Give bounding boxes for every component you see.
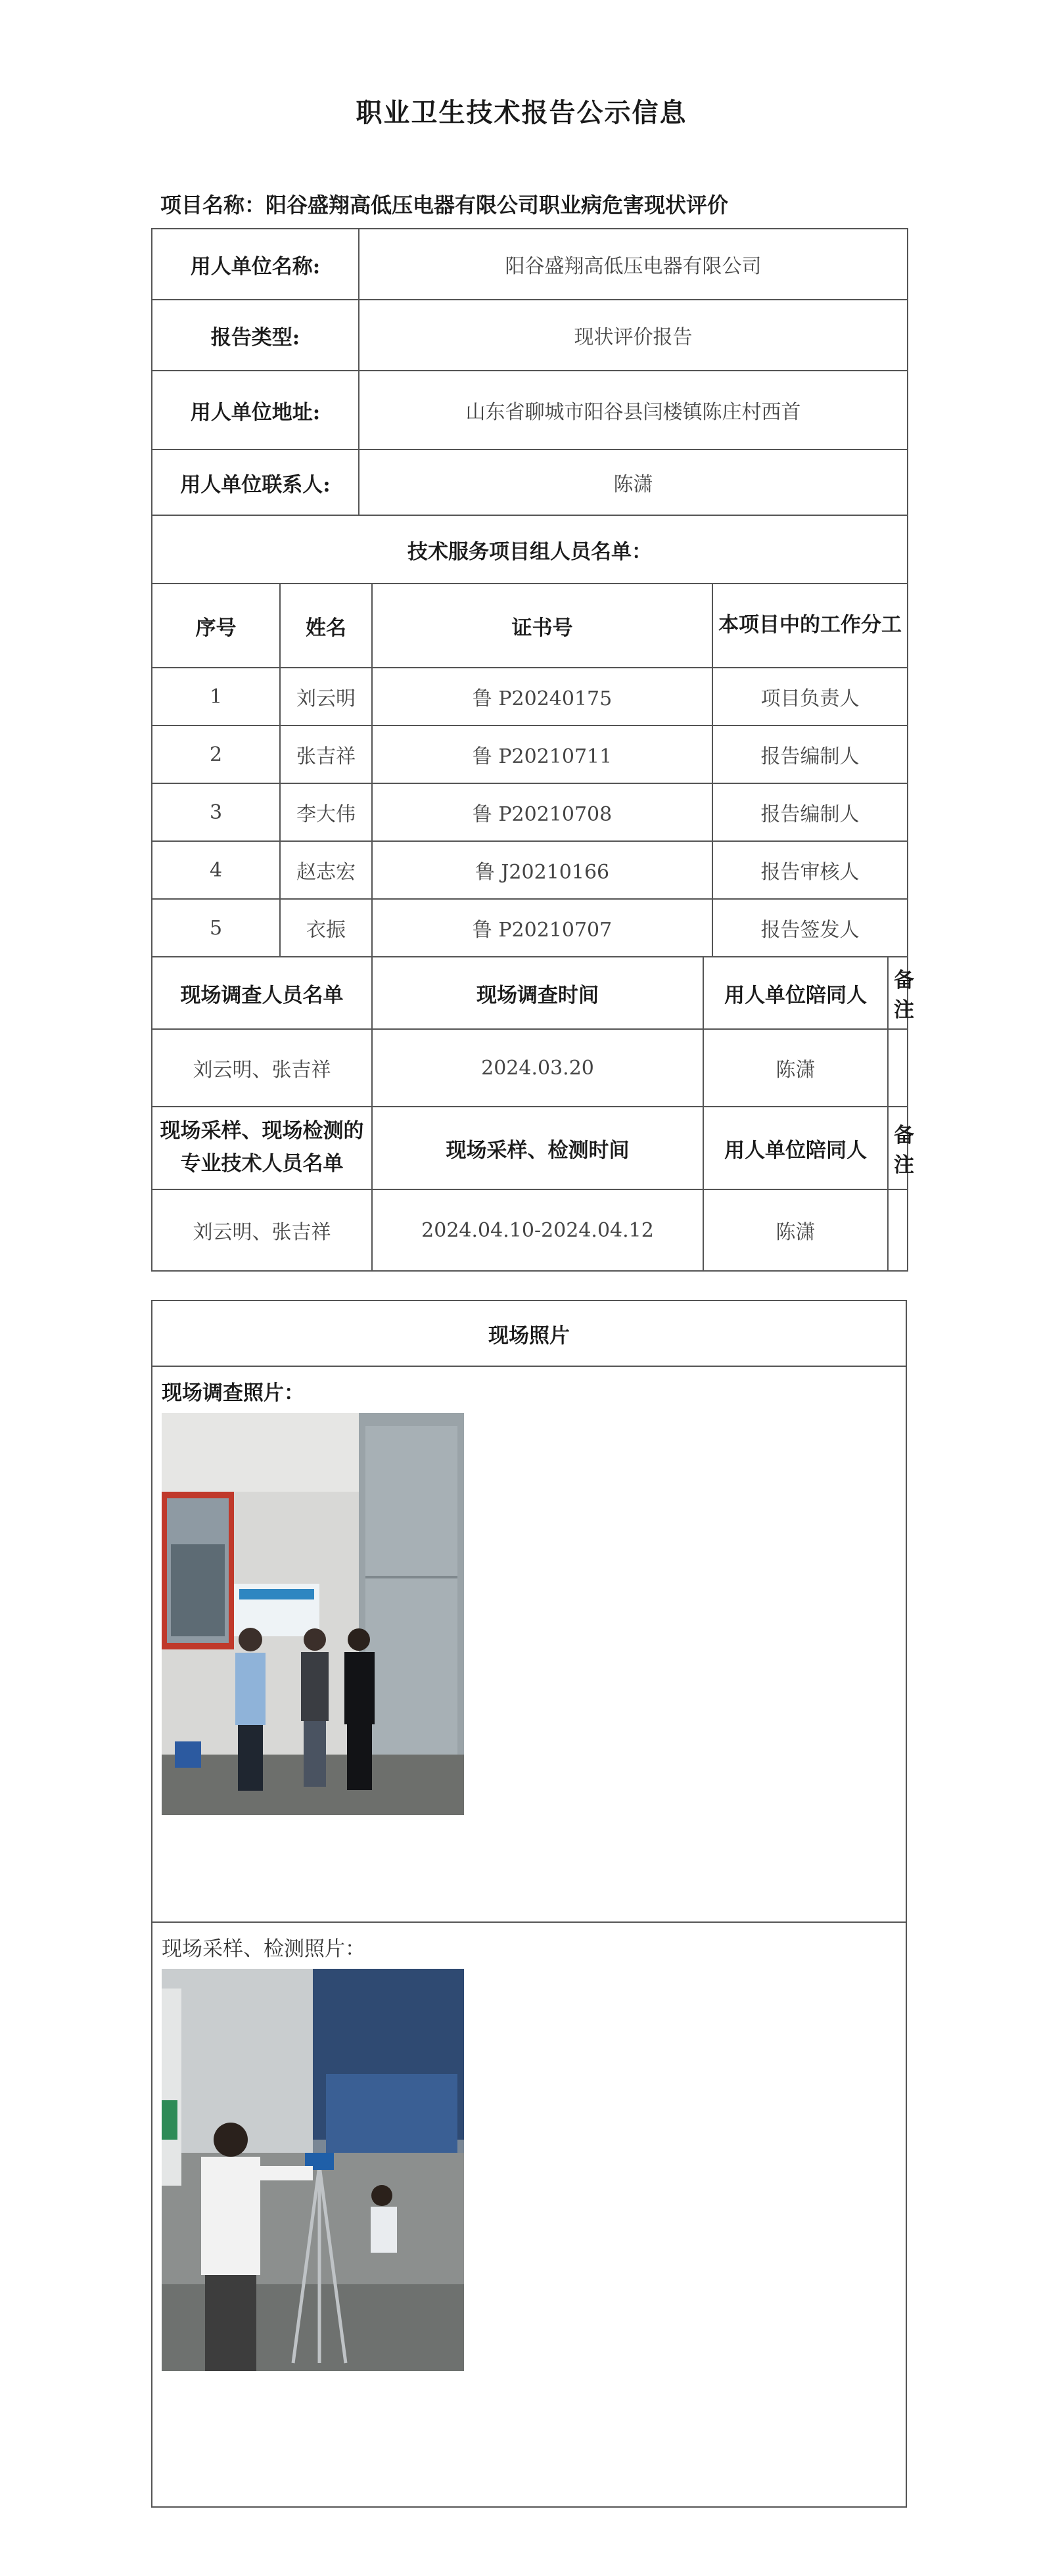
survey-photo-label: 现场调查照片： — [162, 1381, 304, 1405]
team-cell: 报告签发人 — [712, 899, 908, 957]
project-value: 阳谷盛翔高低压电器有限公司职业病危害现状评价 — [266, 193, 729, 218]
team-heading: 技术服务项目组人员名单： — [152, 515, 908, 584]
sampling-cell: 2024.04.10-2024.04.12 — [372, 1189, 703, 1271]
sampling-photo-cell — [152, 1922, 906, 2507]
team-cell: 鲁 P20210711 — [372, 725, 712, 783]
team-cell: 3 — [152, 783, 280, 841]
team-cell: 衣振 — [280, 899, 372, 957]
project-label: 项目名称： — [160, 193, 266, 218]
team-cell: 赵志宏 — [280, 841, 372, 899]
sampling-row — [152, 1189, 908, 1271]
survey-photo-cell — [152, 1366, 906, 1922]
page-title: 职业卫生技术报告公示信息 — [356, 97, 687, 128]
survey-header-row — [152, 957, 908, 1029]
team-row — [152, 668, 908, 725]
team-cell: 1 — [152, 668, 280, 725]
info-row — [152, 371, 908, 449]
survey-photo — [162, 1413, 464, 1815]
team-header-row — [152, 584, 908, 668]
team-cell: 报告编制人 — [712, 783, 908, 841]
team-cell: 李大伟 — [280, 783, 372, 841]
team-cell: 报告编制人 — [712, 725, 908, 783]
sampling-col-header: 用人单位陪同人 — [703, 1107, 888, 1189]
photos-heading-row — [152, 1300, 906, 1366]
info-label: 用人单位名称: — [152, 229, 359, 300]
team-heading-row — [152, 515, 908, 584]
photos-heading: 现场照片 — [152, 1300, 906, 1366]
survey-cell — [888, 1029, 908, 1107]
sampling-photo-row — [152, 1922, 906, 2507]
team-cell: 鲁 P20210707 — [372, 899, 712, 957]
sampling-cell: 陈潇 — [703, 1189, 888, 1271]
info-label: 用人单位联系人: — [152, 449, 359, 515]
team-cell: 4 — [152, 841, 280, 899]
info-value: 现状评价报告 — [359, 300, 908, 371]
team-cell: 报告审核人 — [712, 841, 908, 899]
sampling-cell: 刘云明、张吉祥 — [152, 1189, 372, 1271]
team-cell: 5 — [152, 899, 280, 957]
project-line — [160, 189, 728, 219]
team-col-header: 证书号 — [372, 584, 712, 668]
survey-cell: 刘云明、张吉祥 — [152, 1029, 372, 1107]
sampling-cell — [888, 1189, 908, 1271]
info-value: 陈潇 — [359, 449, 908, 515]
sampling-col-header: 备注 — [888, 1107, 908, 1189]
survey-col-header: 现场调查时间 — [372, 957, 703, 1029]
team-row — [152, 841, 908, 899]
survey-col-header: 用人单位陪同人 — [703, 957, 888, 1029]
survey-cell: 2024.03.20 — [372, 1029, 703, 1107]
sampling-col-header: 现场采样、检测时间 — [372, 1107, 703, 1189]
info-row — [152, 300, 908, 371]
team-cell: 鲁 P20240175 — [372, 668, 712, 725]
team-row — [152, 899, 908, 957]
team-cell: 鲁 J20210166 — [372, 841, 712, 899]
team-cell: 2 — [152, 725, 280, 783]
survey-cell: 陈潇 — [703, 1029, 888, 1107]
team-row — [152, 783, 908, 841]
team-cell: 张吉祥 — [280, 725, 372, 783]
sampling-header-row — [152, 1107, 908, 1189]
survey-row — [152, 1029, 908, 1107]
sampling-col-header: 现场采样、现场检测的专业技术人员名单 — [152, 1107, 372, 1189]
survey-photo-row — [152, 1366, 906, 1922]
info-row — [152, 449, 908, 515]
team-col-header: 序号 — [152, 584, 280, 668]
team-col-header: 姓名 — [280, 584, 372, 668]
sampling-photo — [162, 1969, 464, 2371]
sampling-photo-label: 现场采样、检测照片： — [162, 1937, 365, 1961]
team-col-header: 本项目中的工作分工 — [712, 584, 908, 668]
info-value: 阳谷盛翔高低压电器有限公司 — [359, 229, 908, 300]
survey-col-header: 备注 — [888, 957, 908, 1029]
survey-col-header: 现场调查人员名单 — [152, 957, 372, 1029]
info-value: 山东省聊城市阳谷县闫楼镇陈庄村西首 — [359, 371, 908, 449]
info-row — [152, 229, 908, 300]
team-cell: 项目负责人 — [712, 668, 908, 725]
photos-table — [151, 1300, 907, 2508]
team-row — [152, 725, 908, 783]
info-label: 用人单位地址: — [152, 371, 359, 449]
team-cell: 刘云明 — [280, 668, 372, 725]
team-cell: 鲁 P20210708 — [372, 783, 712, 841]
info-table — [151, 228, 915, 1272]
info-label: 报告类型: — [152, 300, 359, 371]
